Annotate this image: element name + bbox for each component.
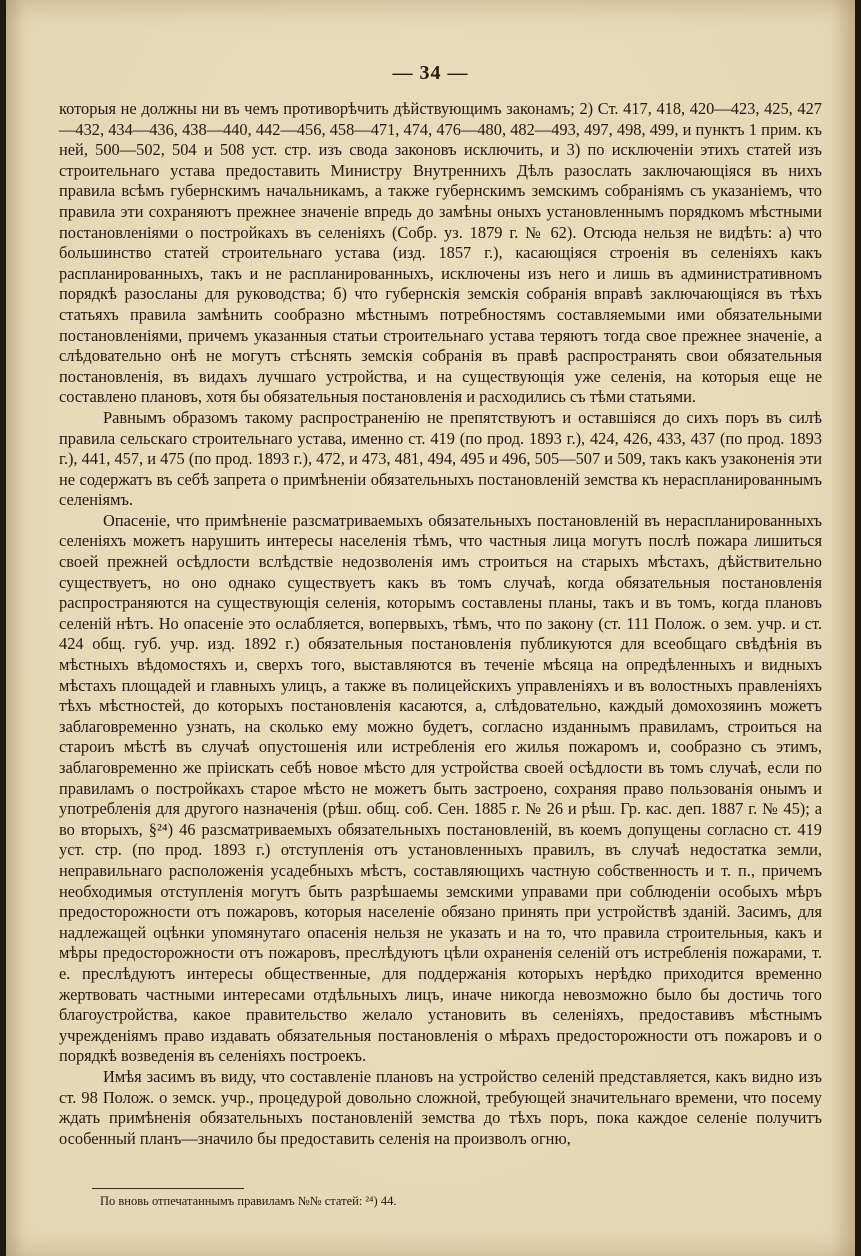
- paragraph: которыя не должны ни въ чемъ противорѣчить дѣйствующимъ законамъ; 2) Ст. 417, 418, 420—423, 425, 427—432, 434—436, 438—440, 442—456, 458—471, 474, 476—480, 482—493, 497, 498, 499, и пунктъ 1 прим. къ ней, 500—502, 504 и 508 уст. стр. изъ свода законовъ исключить, и 3) по исключеніи этихъ статей изъ строительнаго устава предоставить Министру Внутреннихъ Дѣлъ разослать заключающіяся въ нихъ правила всѣмъ губернскимъ начальникамъ, а также губернскимъ земскимъ собраніямъ съ указаніемъ, что правила эти сохраняютъ прежнее значеніе впредь до замѣны оныхъ установленнымъ порядкомъ мѣстными постановленіями о постройкахъ въ селеніяхъ (Собр. уз. 1879 г. № 62). Отсюда нельзя не видѣть: а) что большинство статей строительнаго устава (изд. 1857 г.), касающіяся строенія въ селеніяхъ какъ распланированныхъ, такъ и не распланированныхъ, исключены изъ него и лишь въ административномъ порядкѣ разосланы для руководства; б) что губернскія земскія собранія вправѣ заключающіяся въ тѣхъ статьяхъ правила замѣнить сообразно мѣстнымъ потребностямъ составляемыми ими обязательными постановленіями, причемъ указанныя статьи строительнаго устава теряютъ тогда свое прежнее значеніе, а слѣдовательно онѣ не могутъ стѣснять земскія собранія въ правѣ распространять свои обязательныя постановленія, въ видахъ лучшаго устройства, и на существующія уже селенія, на которыя еще не составлено плановъ, хотя бы обязательныя постановленія и расходились съ тѣми статьями.: [59, 99, 822, 407]
- body-text: [59, 99, 822, 1149]
- page-number: — 34 —: [392, 62, 469, 84]
- paragraph: Имѣя засимъ въ виду, что составленіе плановъ на устройство селеній представляется, какъ видно изъ ст. 98 Полож. о земск. учр., процедурой довольно сложной, требующей значительнаго времени, что посему ждать примѣненія обязательныхъ постановленій земства до тѣхъ поръ, пока каждое селеніе получитъ особенный планъ—значило бы предоставить селенія на произволъ огню,: [59, 1066, 822, 1148]
- paragraph: Равнымъ образомъ такому распространенію не препятствуютъ и оставшіяся до сихъ поръ въ силѣ правила сельскаго строительнаго устава, именно ст. 419 (по прод. 1893 г.), 424, 426, 433, 437 (по прод. 1893 г.), 441, 457, и 475 (по прод. 1893 г.), 472, и 473, 481, 494, 495 и 496, 505—507 и 509, такъ какъ узаконенія эти не содержатъ въ себѣ запрета о примѣненіи обязательныхъ постановленій земства къ нераспланированнымъ селеніямъ.: [59, 407, 822, 510]
- document-page: [6, 0, 855, 1256]
- footnote-divider: [92, 1188, 244, 1189]
- footnote: По вновь отпечатаннымъ правиламъ №№ статей: ²⁴) 44.: [100, 1194, 397, 1208]
- paragraph: Опасеніе, что примѣненіе разсматриваемыхъ обязательныхъ постановленій въ нераспланированныхъ селеніяхъ можетъ нарушить интересы населенія тѣмъ, что частныя лица могутъ послѣ пожара лишиться своей прежней осѣдлости вслѣдствіе недозволенія имъ строиться на старыхъ мѣстахъ, дѣйствительно существуетъ, но оно однако существуетъ какъ въ томъ случаѣ, когда обязательныя постановленія распространяются на существующія селенія, которымъ составлены планы, такъ и въ томъ, когда плановъ селеній нѣтъ. Но опасеніе это ослабляется, вопервыхъ, тѣмъ, что по закону (ст. 111 Полож. о зем. учр. и ст. 424 общ. губ. учр. изд. 1892 г.) обязательныя постановленія публикуются для всеобщаго свѣдѣнія въ мѣстныхъ вѣдомостяхъ и, сверхъ того, выставляются въ теченіе мѣсяца на опредѣленныхъ и видныхъ мѣстахъ площадей и главныхъ улицъ, а также въ полицейскихъ управленіяхъ и въ волостныхъ правленіяхъ тѣхъ мѣстностей, до которыхъ постановленія касаются, а, слѣдовательно, каждый домохозяинъ можетъ заблаговременно узнать, на сколько ему можно будетъ, согласно изданнымъ правиламъ, строиться на староиъ мѣстѣ въ случаѣ опустошенія или истребленія его жилья пожаромъ и, сообразно съ этимъ, заблаговременно же пріискать себѣ новое мѣсто для устройства своей осѣдлости въ томъ случаѣ, если по правиламъ о постройкахъ старое мѣсто не можетъ быть застроено, сохраняя право пользованія онымъ и употребленія для другого назначенія (рѣш. общ. соб. Сен. 1885 г. № 26 и рѣш. Гр. кас. деп. 1887 г. № 45); а во вторыхъ, §²⁴) 46 разсматриваемыхъ обязательныхъ постановленій, въ коемъ допущены согласно ст. 419 уст. стр. (по прод. 1893 г.) отступленія отъ установленныхъ правилъ, въ случаѣ недостатка земли, неправильнаго расположенія усадебныхъ мѣстъ, составляющихъ частную собственность и т. п., причемъ необходимыя отступленія могутъ быть разрѣшаемы земскими управами при соблюденіи особыхъ мѣръ предосторожности отъ пожаровъ, которыя населеніе обязано принять при устройствѣ зданій. Засимъ, для надлежащей оцѣнки упомянутаго опасенія нельзя не указать и на то, что правила строительныя, какъ и мѣры предосторожности отъ пожаровъ, преслѣдуютъ цѣли охраненія селеній отъ истребленія пожарами, т. е. преслѣдуютъ интересы общественные, для поддержанія которыхъ нерѣдко приходится временно жертвовать частными интересами отдѣльныхъ лицъ, иначе никогда невозможно было бы достичь того благоустройства, какое правительство желало установить въ селеніяхъ, предоставивъ мѣстнымъ учрежденіямъ право издавать обязательныя постановленія о мѣрахъ предосторожности отъ пожаровъ и о порядкѣ возведенія въ селеніяхъ построекъ.: [59, 510, 822, 1066]
